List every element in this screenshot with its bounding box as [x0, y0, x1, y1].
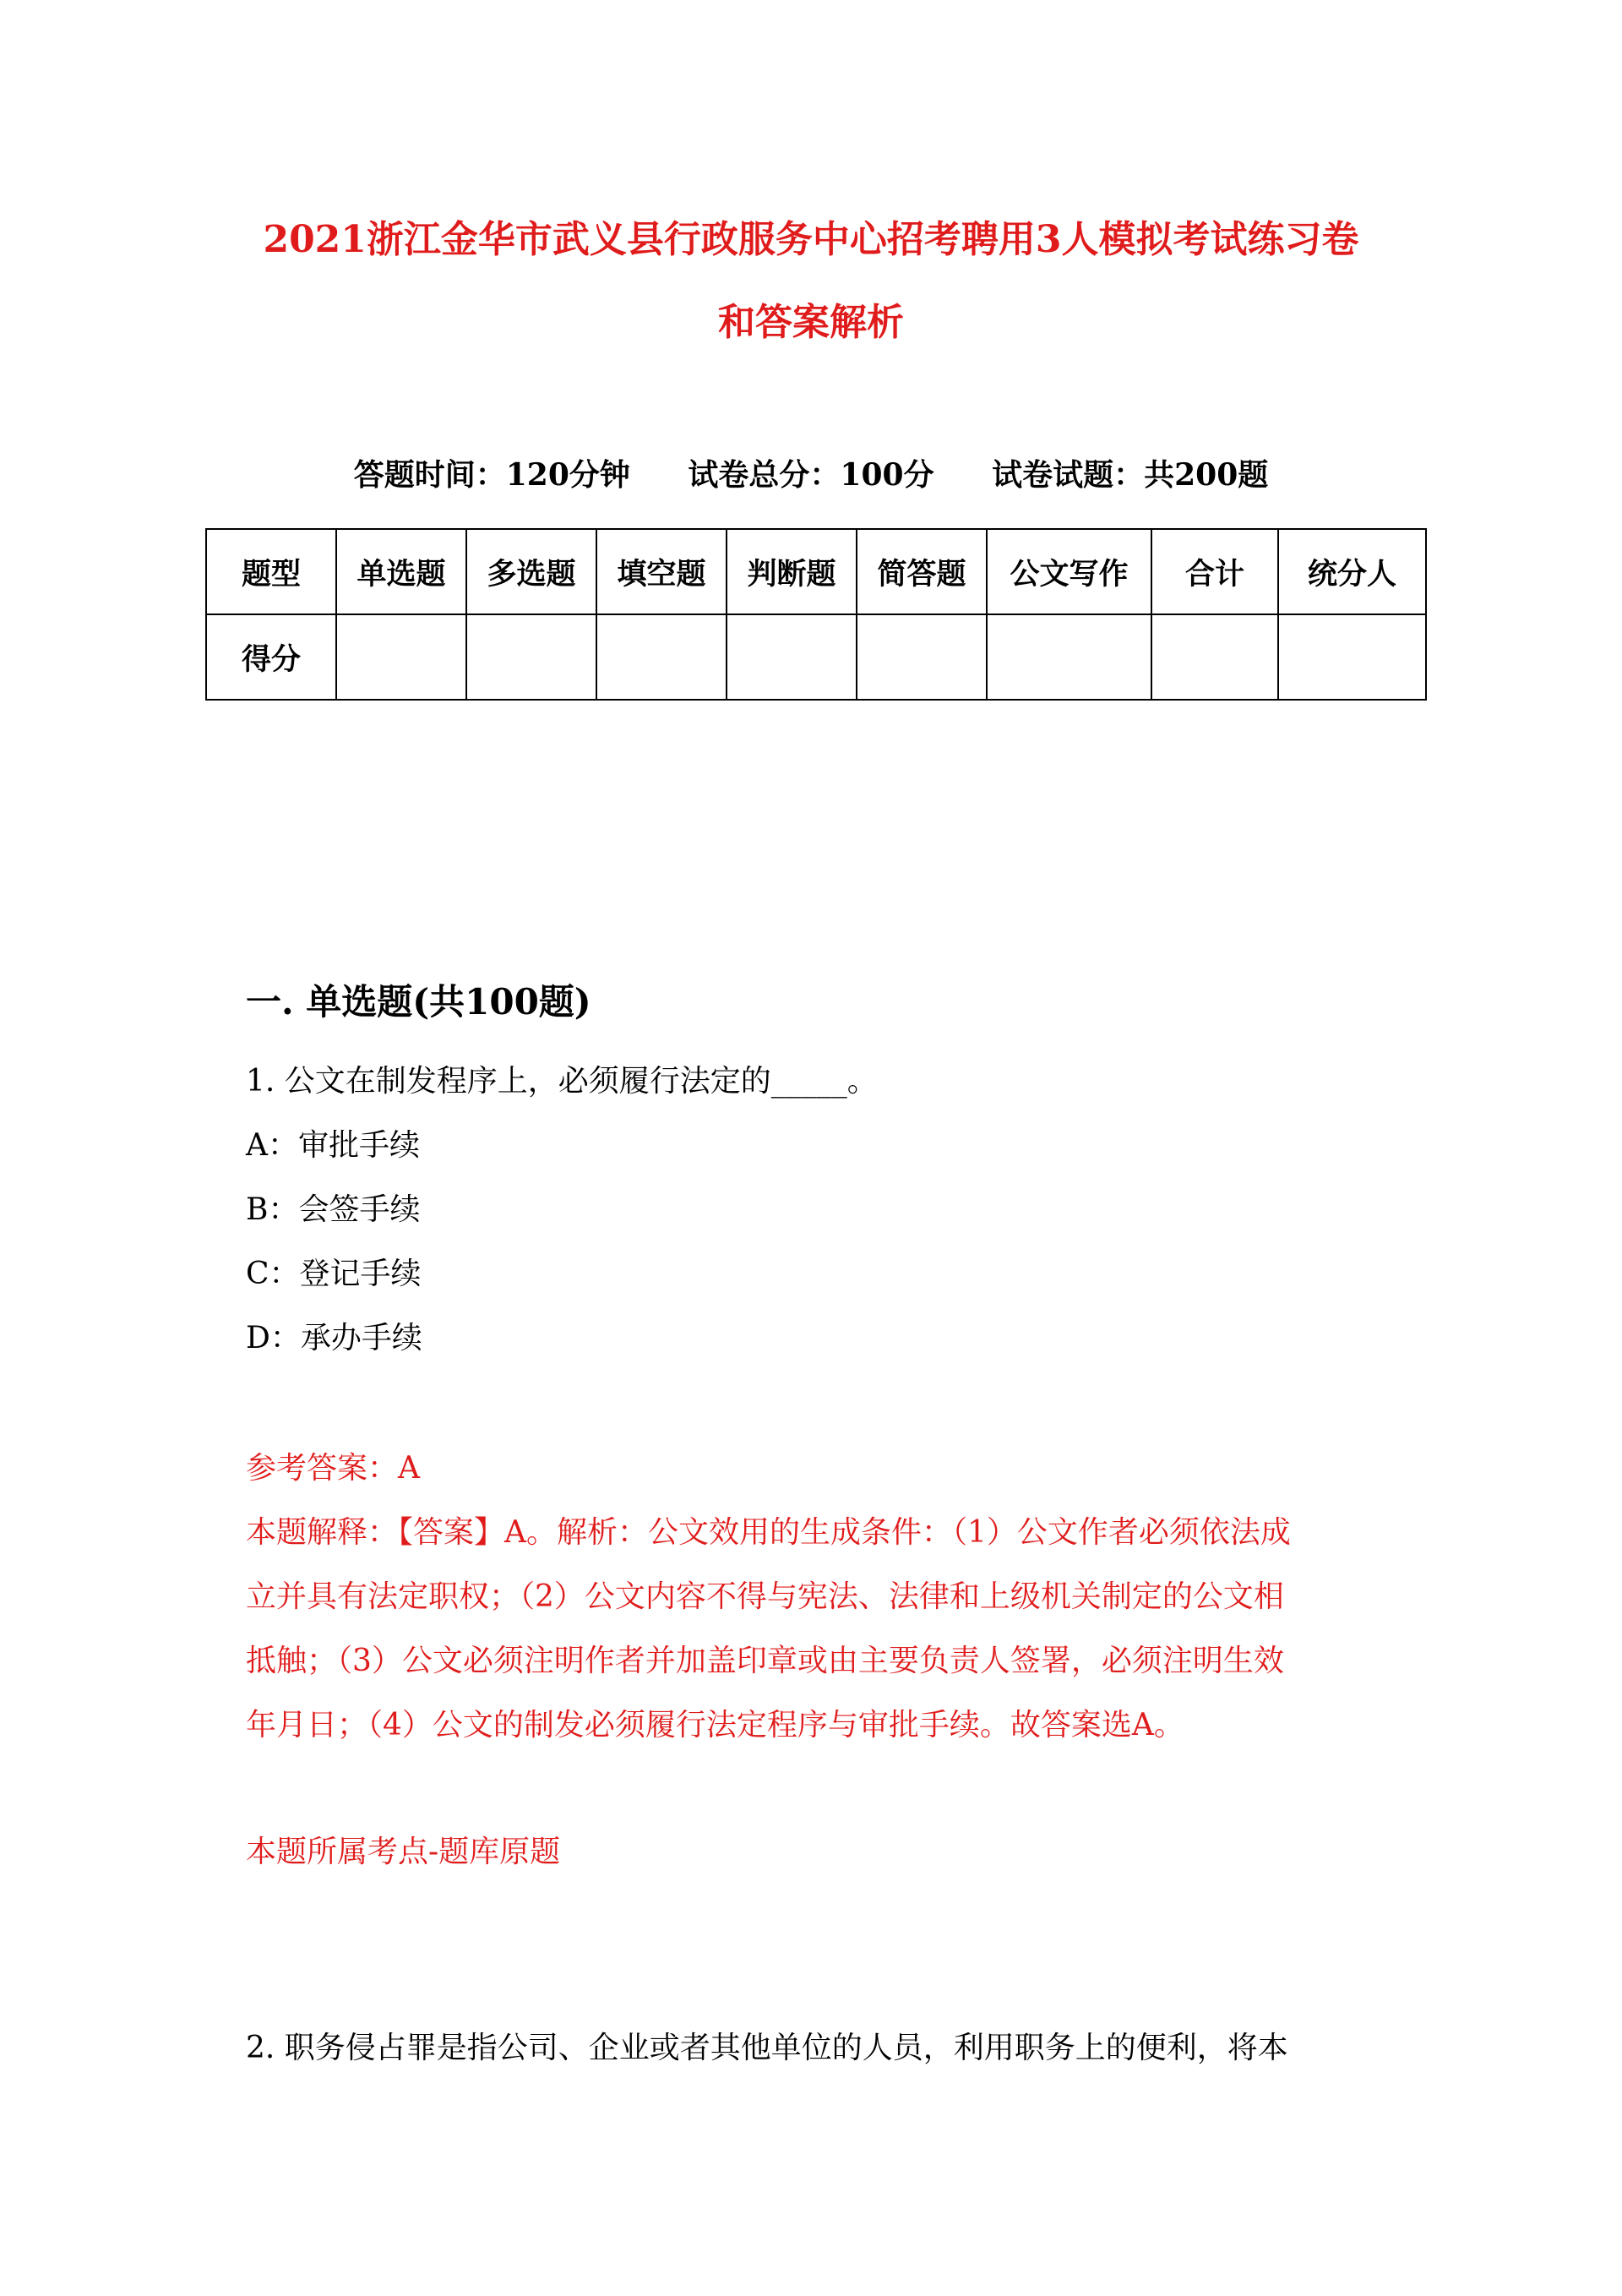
score-table-header-row — [206, 529, 1426, 614]
score-cell — [857, 614, 987, 700]
exam-info — [0, 453, 1622, 497]
exam-time: 答题时间：120分钟 — [353, 457, 630, 493]
section-heading: 一. 单选题(共100题) — [246, 981, 591, 1023]
question-1-explanation-line: 本题解释：【答案】A。解析：公文效用的生成条件：（1）公文作者必须依法成 — [246, 1515, 1291, 1550]
score-table-header-cell: 单选题 — [336, 529, 466, 614]
score-table-header-cell: 简答题 — [857, 529, 987, 614]
score-table-header-cell: 题型 — [206, 529, 336, 614]
score-cell — [596, 614, 727, 700]
score-cell — [1151, 614, 1278, 700]
score-table-score-row — [206, 614, 1426, 700]
score-cell — [1278, 614, 1426, 700]
question-1-explanation-line: 抵触；（3）公文必须注明作者并加盖印章或由主要负责人签署，必须注明生效 — [246, 1644, 1284, 1678]
score-table-header-cell: 填空题 — [596, 529, 727, 614]
score-cell — [727, 614, 857, 700]
question-1-option-b: B：会签手续 — [246, 1192, 421, 1227]
exam-total-score: 试卷总分：100分 — [688, 457, 934, 493]
question-1-option-c: C：登记手续 — [246, 1257, 422, 1291]
question-1-answer: 参考答案：A — [246, 1451, 420, 1486]
score-table-header-cell: 公文写作 — [987, 529, 1151, 614]
question-1-option-a: A：审批手续 — [246, 1128, 420, 1163]
question-1-explanation-line: 年月日；（4）公文的制发必须履行法定程序与审批手续。故答案选A。 — [246, 1708, 1184, 1742]
score-table-header-cell: 统分人 — [1278, 529, 1426, 614]
page-title-line-1: 2021浙江金华市武义县行政服务中心招考聘用3人模拟考试练习卷 — [263, 218, 1359, 261]
score-table-header-cell: 判断题 — [727, 529, 857, 614]
exam-question-count: 试卷试题：共200题 — [992, 457, 1269, 493]
question-1-explanation-line: 立并具有法定职权；（2）公文内容不得与宪法、法律和上级机关制定的公文相 — [246, 1579, 1284, 1614]
question-1-source: 本题所属考点-题库原题 — [246, 1835, 561, 1869]
score-cell — [336, 614, 466, 700]
score-cell — [466, 614, 596, 700]
score-table-header-cell: 合计 — [1151, 529, 1278, 614]
question-2-stem: 2. 职务侵占罪是指公司、企业或者其他单位的人员，利用职务上的便利，将本 — [246, 2031, 1288, 2065]
score-table — [205, 528, 1427, 701]
page-title-line-2: 和答案解析 — [718, 301, 904, 344]
question-1-option-d: D：承办手续 — [246, 1321, 422, 1355]
question-1-stem: 1. 公文在制发程序上，必须履行法定的_____。 — [246, 1064, 878, 1099]
score-table-header-cell: 多选题 — [466, 529, 596, 614]
score-row-label: 得分 — [206, 614, 336, 700]
score-cell — [987, 614, 1151, 700]
